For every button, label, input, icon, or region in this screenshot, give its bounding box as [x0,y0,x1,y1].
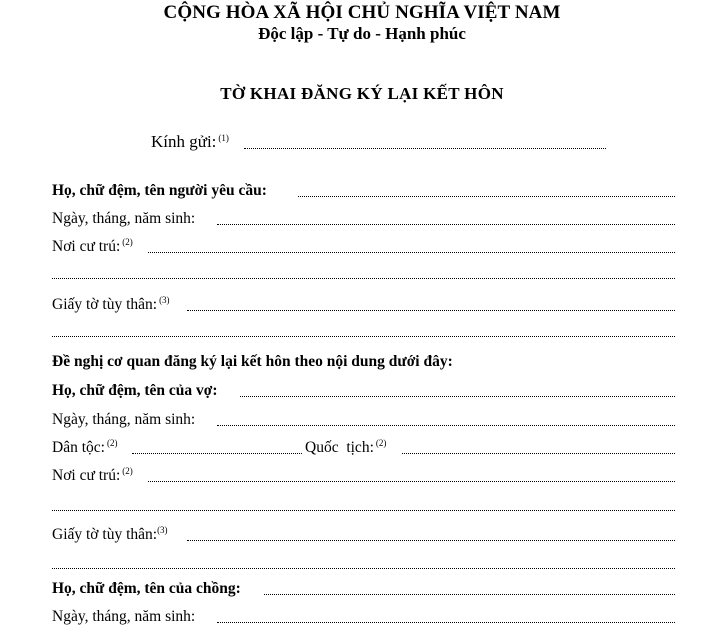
wife-id-note: (3) [157,525,168,535]
request-statement: Đề nghị cơ quan đăng ký lại kết hôn theo nội dung dưới đây: [52,353,453,370]
requester-id-field[interactable] [187,310,675,311]
wife-id-field-2[interactable] [52,568,675,569]
national-title: CỘNG HÒA XÃ HỘI CHỦ NGHĨA VIỆT NAM [163,2,561,23]
wife-nationality-field[interactable] [402,453,675,454]
wife-dob-field[interactable] [217,425,675,426]
wife-dob-label: Ngày, tháng, năm sinh: [52,411,196,428]
husband-dob-label: Ngày, tháng, năm sinh: [52,608,196,625]
requester-dob-label: Ngày, tháng, năm sinh: [52,210,196,227]
wife-residence-field[interactable] [148,481,675,482]
wife-residence-note: (2) [122,466,133,476]
requester-name-label: Họ, chữ đệm, tên người yêu cầu: [52,182,267,199]
wife-id-label: Giấy tờ tùy thân: [52,526,158,543]
wife-residence-field-2[interactable] [52,510,675,511]
kinh-gui-label: Kính gửi: [151,132,217,151]
requester-id-note: (3) [159,295,170,305]
wife-ethnicity-label: Dân tộc: [52,439,105,456]
requester-dob-field[interactable] [217,224,675,225]
requester-residence-field-2[interactable] [52,278,675,279]
husband-name-field[interactable] [264,594,675,595]
requester-residence-label: Nơi cư trú: [52,238,121,255]
wife-name-label: Họ, chữ đệm, tên của vợ: [52,382,218,399]
husband-name-label: Họ, chữ đệm, tên của chồng: [52,580,241,597]
wife-residence-label: Nơi cư trú: [52,467,121,484]
requester-id-label: Giấy tờ tùy thân: [52,296,158,313]
requester-residence-note: (2) [122,237,133,247]
wife-nationality-note: (2) [375,438,387,448]
kinh-gui-field[interactable] [244,148,606,149]
wife-ethnicity-note: (2) [106,438,118,448]
requester-name-field[interactable] [298,196,675,197]
form-title: TỜ KHAI ĐĂNG KÝ LẠI KẾT HÔN [220,84,504,103]
wife-id-field[interactable] [187,540,675,541]
national-motto: Độc lập - Tự do - Hạnh phúc [258,24,466,43]
wife-name-field[interactable] [240,396,675,397]
wife-ethnicity-field[interactable] [132,453,302,454]
wife-nationality-label: Quốc tịch: [305,439,374,456]
requester-residence-field[interactable] [148,252,675,253]
kinh-gui-note: (1) [218,133,229,143]
requester-id-field-2[interactable] [52,336,675,337]
husband-dob-field[interactable] [217,622,675,623]
